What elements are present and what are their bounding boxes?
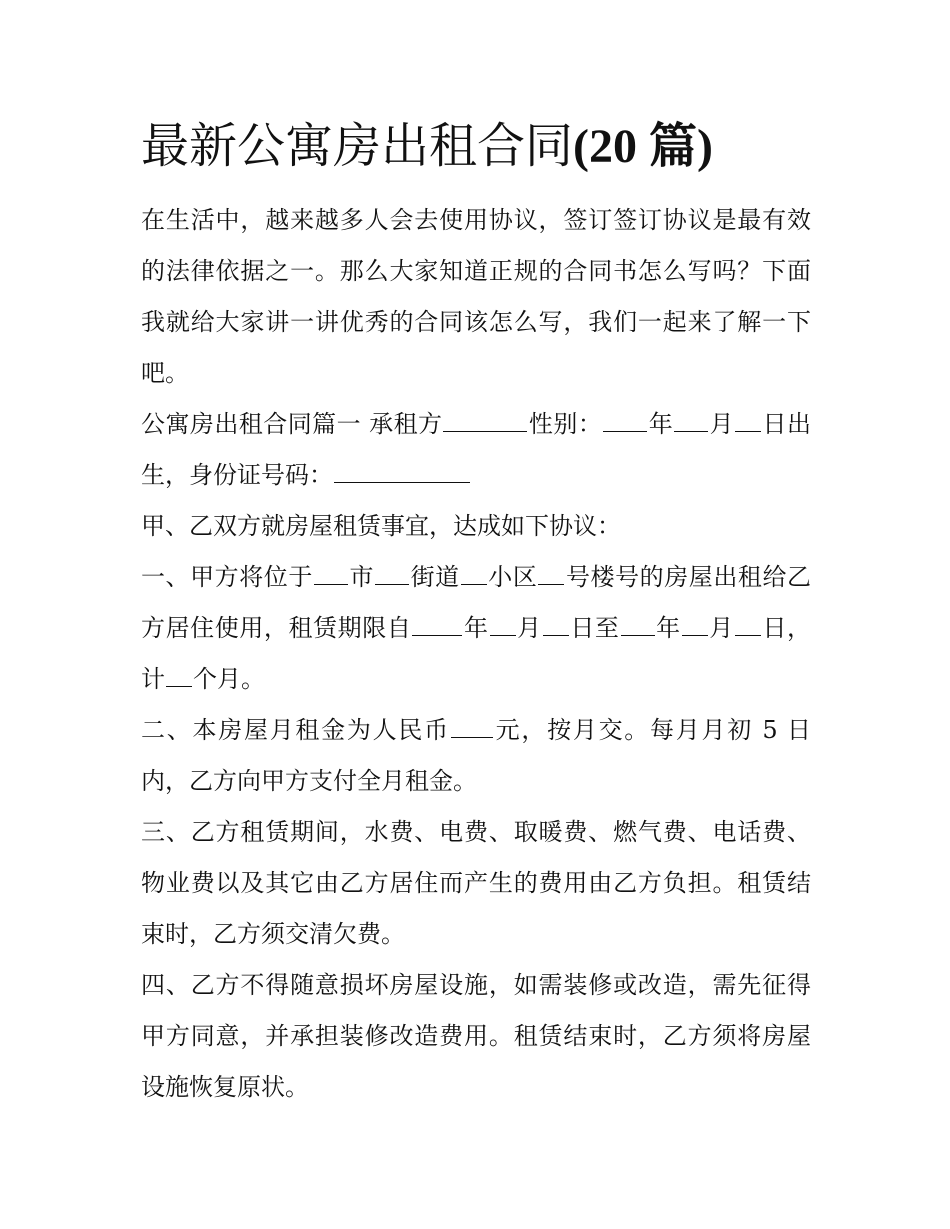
text-span: 年 [655, 614, 681, 642]
birth-year-blank [603, 430, 647, 432]
text-span: 公寓房出租合同篇一 承租方 [141, 410, 443, 438]
text-span: 年 [648, 410, 674, 438]
text-span: 日出生，身份证号码： [141, 410, 812, 489]
title-main: 最新公寓房出租合同 [141, 118, 574, 174]
building-blank [538, 583, 564, 585]
tenant-name-blank [443, 430, 527, 432]
start-month-blank [490, 634, 516, 636]
text-span: 市 [348, 563, 375, 591]
document-title [141, 112, 811, 181]
text-span: 小区 [487, 563, 538, 591]
title-count: (20 篇) [573, 120, 713, 173]
text-span: 二、本房屋月租金为人民币 [141, 716, 450, 744]
tenant-info-paragraph [141, 399, 811, 501]
text-span: 一、甲方将位于 [141, 563, 313, 591]
text-span: 街道 [410, 563, 460, 591]
birth-month-blank [674, 430, 708, 432]
street-blank [375, 583, 409, 585]
id-number-blank [334, 481, 470, 483]
text-span: 元，按月交。每月月初 5 日内，乙方向甲方支付全月租金。 [141, 716, 812, 795]
rent-amount-blank [451, 736, 493, 738]
community-blank [461, 583, 487, 585]
end-year-blank [621, 634, 655, 636]
clause-2-paragraph [141, 705, 811, 807]
clause-3-paragraph: 三、乙方租赁期间，水费、电费、取暖费、燃气费、电话费、物业费以及其它由乙方居住而产生的费用由乙方负担。租赁结束时，乙方须交清欠费。 [141, 818, 811, 948]
agreement-intro-paragraph: 甲、乙双方就房屋租赁事宜，达成如下协议： [141, 512, 621, 540]
start-day-blank [543, 634, 569, 636]
text-span: 日至 [569, 614, 620, 642]
document-page [141, 112, 811, 1113]
birth-day-blank [735, 430, 761, 432]
city-blank [314, 583, 348, 585]
text-span: 日，计 [141, 614, 812, 693]
text-span: 月 [516, 614, 542, 642]
text-span: 号楼号的房屋出租给乙方居住使用，租赁期限自 [141, 563, 812, 642]
clause-1-paragraph [141, 552, 811, 705]
text-span: 个月。 [193, 665, 265, 693]
intro-paragraph: 在生活中，越来越多人会去使用协议，签订签订协议是最有效的法律依据之一。那么大家知道正规的合同书怎么写吗？下面我就给大家讲一讲优秀的合同该怎么写，我们一起来了解一下吧。 [141, 206, 811, 387]
months-blank [166, 685, 192, 687]
end-day-blank [735, 634, 761, 636]
text-span: 月 [709, 410, 735, 438]
start-year-blank [412, 634, 462, 636]
text-span: 年 [463, 614, 489, 642]
text-span: 月 [708, 614, 734, 642]
clause-4-paragraph: 四、乙方不得随意损坏房屋设施，如需装修或改造，需先征得甲方同意，并承担装修改造费用。租赁结束时，乙方须将房屋设施恢复原状。 [141, 971, 811, 1101]
end-month-blank [682, 634, 708, 636]
text-span: 性别： [528, 410, 603, 438]
